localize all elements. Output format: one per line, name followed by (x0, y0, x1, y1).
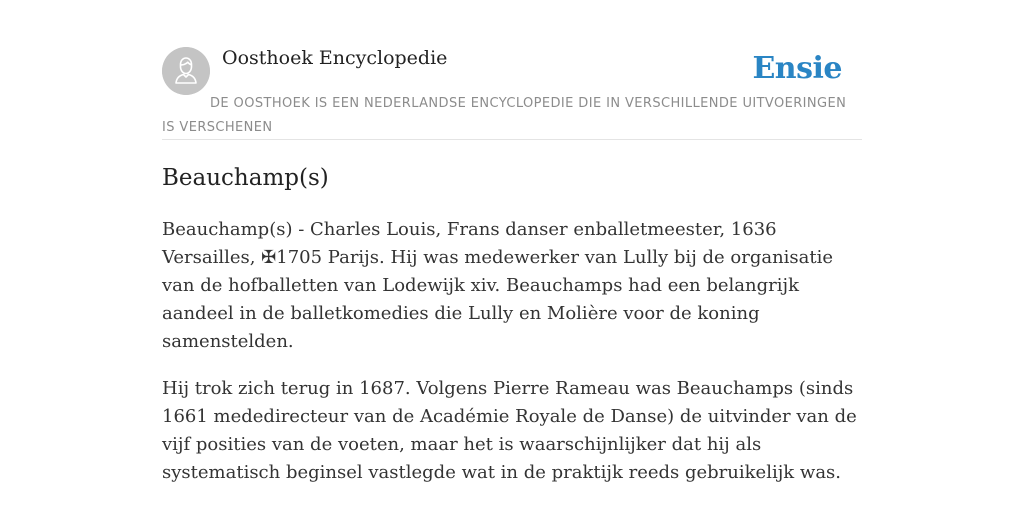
user-icon[interactable] (162, 47, 210, 95)
article (162, 162, 872, 487)
source-description: DE OOSTHOEK IS EEN NEDERLANDSE ENCYCLOPEDIE DIE IN VERSCHILLENDE UITVOERINGEN IS VERSCHENEN (162, 96, 847, 135)
article-paragraph: Hij trok zich terug in 1687. Volgens Pierre Rameau was Beauchamps (sinds 1661 mededirecteur van de Académie Royale de Danse) de uitvinder van de vijf posities van de voeten, maar het is waarschijnlijker dat hij als systematisch beginsel vastlegde wat in de praktijk reeds gebruikelijk was. (162, 378, 857, 483)
source-name[interactable]: Oosthoek Encyclopedie (222, 47, 448, 69)
brand-logo[interactable]: Ensie (752, 51, 842, 86)
article-title: Beauchamp(s) (162, 165, 329, 191)
article-paragraph: Beauchamp(s) - Charles Louis, Frans danser enballetmeester, 1636 Versailles, ✠1705 Parijs. Hij was medewerker van Lully bij de organisatie van de hofballetten van Lodewijk xiv. Beauchamps had een belangrijk aandeel in de balletkomedies die Lully en Molière voor de koning samenstelden. (162, 219, 834, 352)
source-header (162, 44, 862, 140)
